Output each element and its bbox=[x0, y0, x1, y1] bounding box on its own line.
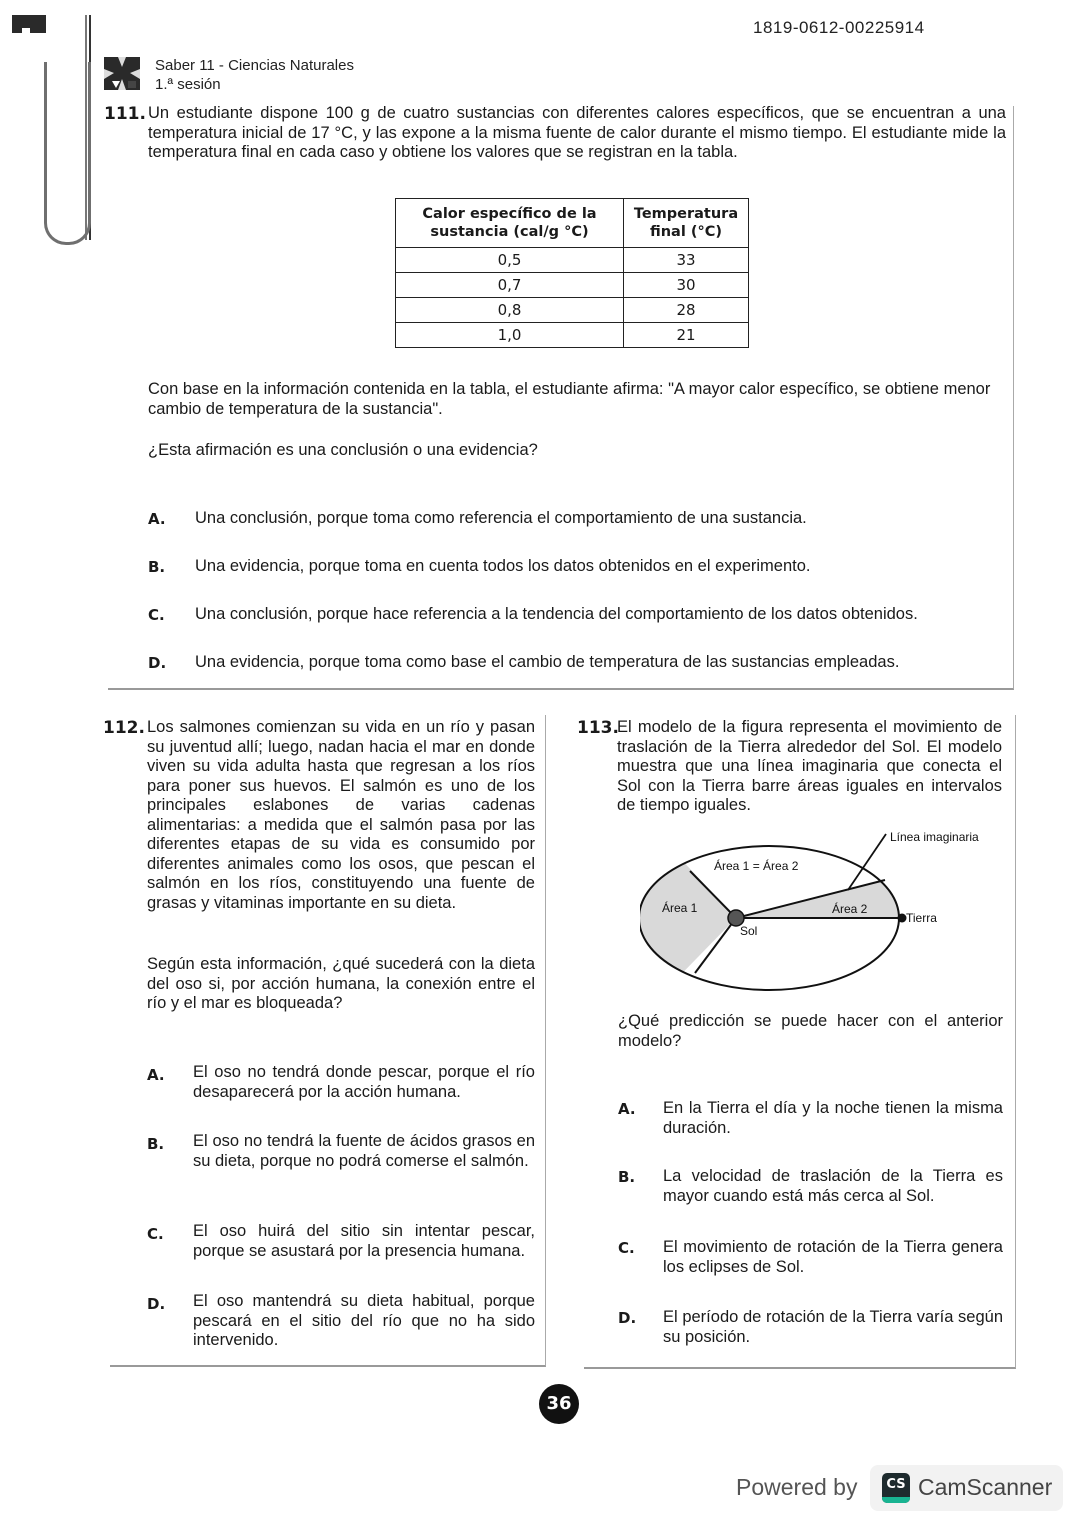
option-text: El oso mantendrá su dieta habitual, porque pescará en el sitio del río que no ha sido intervenido. bbox=[193, 1292, 535, 1349]
table-row bbox=[396, 298, 749, 323]
option-text: En la Tierra el día y la noche tienen la misma duración. bbox=[663, 1099, 1003, 1137]
figure-label-equal: Área 1 = Área 2 bbox=[714, 859, 799, 873]
exam-session: 1.ª sesión bbox=[155, 76, 221, 93]
table-header-specific-heat: Calor específico de la sustancia (cal/g °C) bbox=[396, 199, 624, 248]
question-112-number: 112. bbox=[103, 718, 145, 738]
table-row bbox=[396, 273, 749, 298]
option-letter: B. bbox=[147, 1135, 165, 1153]
option-letter: C. bbox=[618, 1239, 635, 1257]
option-letter: B. bbox=[148, 558, 166, 576]
table-cell: 0,8 bbox=[396, 298, 624, 323]
table-cell: 33 bbox=[624, 248, 749, 273]
scan-corner-mark bbox=[12, 15, 46, 33]
question-111-claim: Con base en la información contenida en la tabla, el estudiante afirma: "A mayor calor específico, se obtiene menor cambio de temperatura de la sustancia". bbox=[148, 380, 991, 418]
table-row bbox=[396, 323, 749, 348]
table-cell: 21 bbox=[624, 323, 749, 348]
option-letter: D. bbox=[147, 1295, 166, 1313]
figure-label-line: Línea imaginaria bbox=[890, 830, 979, 844]
camscanner-logo-icon: CS bbox=[882, 1473, 910, 1503]
table-cell: 0,5 bbox=[396, 248, 624, 273]
figure-label-sun: Sol bbox=[740, 924, 758, 938]
question-111-prompt: ¿Esta afirmación es una conclusión o una evidencia? bbox=[148, 441, 538, 459]
figure-label-earth: Tierra bbox=[906, 911, 937, 925]
figure-label-area2: Área 2 bbox=[832, 902, 868, 916]
figure-label-area1: Área 1 bbox=[662, 901, 698, 915]
option-letter: C. bbox=[147, 1225, 164, 1243]
table-cell: 0,7 bbox=[396, 273, 624, 298]
option-letter: C. bbox=[148, 606, 165, 624]
option-letter: D. bbox=[618, 1309, 637, 1327]
option-letter: B. bbox=[618, 1168, 636, 1186]
question-113-number: 113. bbox=[577, 718, 619, 738]
option-text: Una evidencia, porque toma en cuenta todos los datos obtenidos en el experimento. bbox=[195, 557, 811, 575]
option-text: El movimiento de rotación de la Tierra genera los eclipses de Sol. bbox=[663, 1238, 1003, 1276]
option-letter: D. bbox=[148, 654, 167, 672]
table-header-row bbox=[396, 199, 749, 248]
document-code: 1819-0612-00225914 bbox=[753, 18, 925, 37]
option-text: La velocidad de traslación de la Tierra es mayor cuando está más cerca al Sol. bbox=[663, 1167, 1003, 1205]
question-111-stem: Un estudiante dispone 100 g de cuatro sustancias con diferentes calores específicos, que se encuentran a una temperatura inicial de 17 °C, y las expone a la misma fuente de calor durante el mismo tiempo. El estudiante mide la temperatura final en cada caso y obtiene los valores que se registran en la tabla. bbox=[148, 104, 1006, 161]
binder-clip-icon bbox=[44, 62, 91, 245]
option-text: El período de rotación de la Tierra varía según su posición. bbox=[663, 1308, 1003, 1346]
option-letter: A. bbox=[148, 510, 166, 528]
table-cell: 1,0 bbox=[396, 323, 624, 348]
exam-logo-icon bbox=[104, 57, 140, 90]
exam-title: Saber 11 - Ciencias Naturales bbox=[155, 57, 354, 74]
question-113-prompt: ¿Qué predicción se puede hacer con el anterior modelo? bbox=[618, 1012, 1003, 1050]
question-112-prompt: Según esta información, ¿qué sucederá con la dieta del oso si, por acción humana, la conexión entre el río y el mar es bloqueada? bbox=[147, 955, 535, 1012]
question-113-stem: El modelo de la figura representa el movimiento de traslación de la Tierra alrededor del Sol. El modelo muestra que una línea imaginaria que conecta el Sol con la Tierra barre áreas iguales en intervalos de tiempo iguales. bbox=[617, 718, 1002, 814]
table-header-final-temperature: Temperatura final (°C) bbox=[624, 199, 749, 248]
option-letter: A. bbox=[618, 1100, 636, 1118]
table-cell: 30 bbox=[624, 273, 749, 298]
question-112-stem: Los salmones comienzan su vida en un río y pasan su juventud allí; luego, nadan hacia el mar en donde viven su vida adulta hasta que regresan a los ríos para poner sus huevos. El salmón es uno de los principales eslabones de varias cadenas alimentarias: a medida que el salmón pasa por las diferentes etapas de su vida es consumido por diferentes animales como los osos, que pescan el salmón en los ríos, constituyendo una fuente de grasas y vitaminas importante en su dieta. bbox=[147, 718, 535, 912]
kepler-orbit-diagram bbox=[640, 826, 1000, 996]
specific-heat-table bbox=[395, 198, 749, 348]
option-text: Una conclusión, porque toma como referencia el comportamiento de una sustancia. bbox=[195, 509, 807, 527]
option-text: El oso no tendrá donde pescar, porque el río desaparecerá por la acción humana. bbox=[193, 1063, 535, 1101]
option-text: Una evidencia, porque toma como base el cambio de temperatura de las sustancias empleadas. bbox=[195, 653, 900, 671]
option-text: Una conclusión, porque hace referencia a la tendencia del comportamiento de los datos obtenidos. bbox=[195, 605, 918, 623]
table-row bbox=[396, 248, 749, 273]
option-letter: A. bbox=[147, 1066, 165, 1084]
table-cell: 28 bbox=[624, 298, 749, 323]
option-text: El oso no tendrá la fuente de ácidos grasos en su dieta, porque no podrá comerse el salmón. bbox=[193, 1132, 535, 1170]
page-number-badge: 36 bbox=[539, 1384, 579, 1424]
camscanner-brand-name: CamScanner bbox=[918, 1474, 1053, 1500]
option-text: El oso huirá del sitio sin intentar pescar, porque se asustará por la presencia humana. bbox=[193, 1222, 535, 1260]
question-111-number: 111. bbox=[104, 104, 146, 124]
powered-by-label: Powered by bbox=[736, 1474, 858, 1500]
